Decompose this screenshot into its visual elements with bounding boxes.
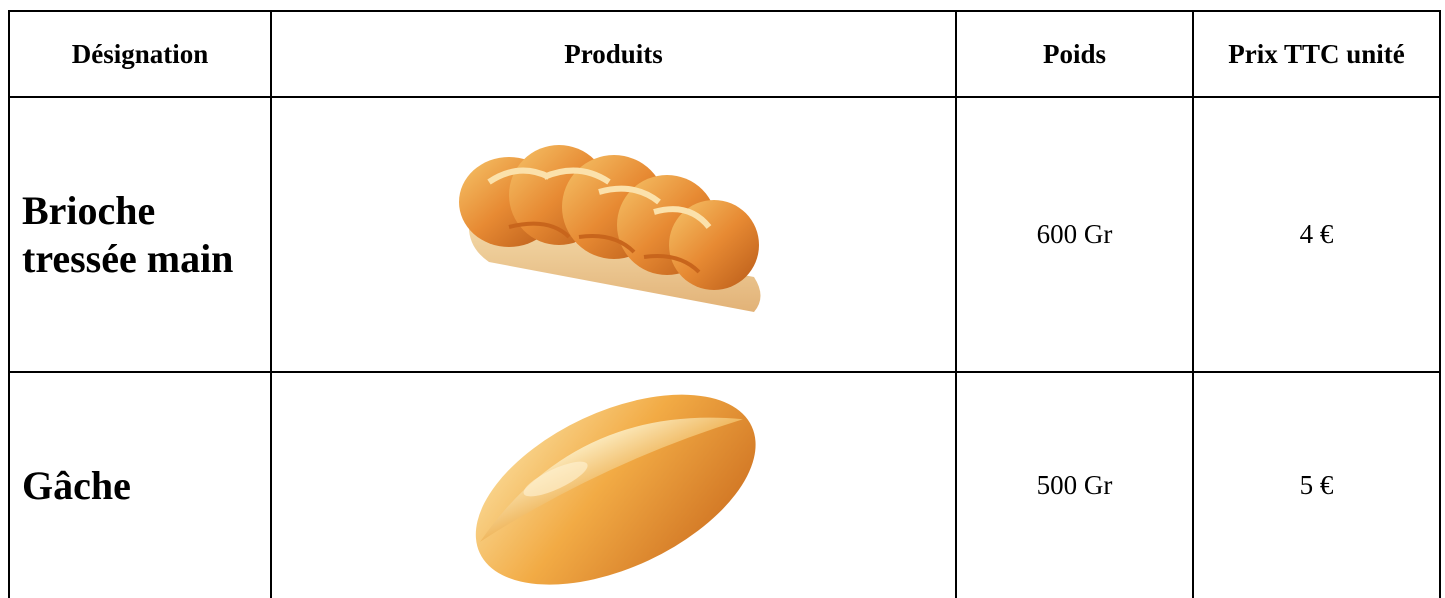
header-designation: Désignation bbox=[71, 38, 209, 69]
table-row-poids: 600 Gr bbox=[1036, 219, 1113, 249]
header-poids: Poids bbox=[1042, 38, 1107, 69]
brioche-image bbox=[272, 98, 955, 371]
table-row-designation: Gâche bbox=[22, 462, 131, 508]
table-row-designation: Brioche tressée main bbox=[22, 187, 234, 281]
table-border-right bbox=[1439, 11, 1441, 598]
table-row-poids: 500 Gr bbox=[1036, 470, 1113, 500]
gache-image bbox=[272, 373, 955, 598]
table-row-prix: 5 € bbox=[1299, 470, 1334, 500]
header-produits: Produits bbox=[564, 38, 663, 69]
table-border-left bbox=[8, 11, 10, 598]
table-row-prix: 4 € bbox=[1299, 219, 1334, 249]
header-prix: Prix TTC unité bbox=[1228, 38, 1405, 69]
